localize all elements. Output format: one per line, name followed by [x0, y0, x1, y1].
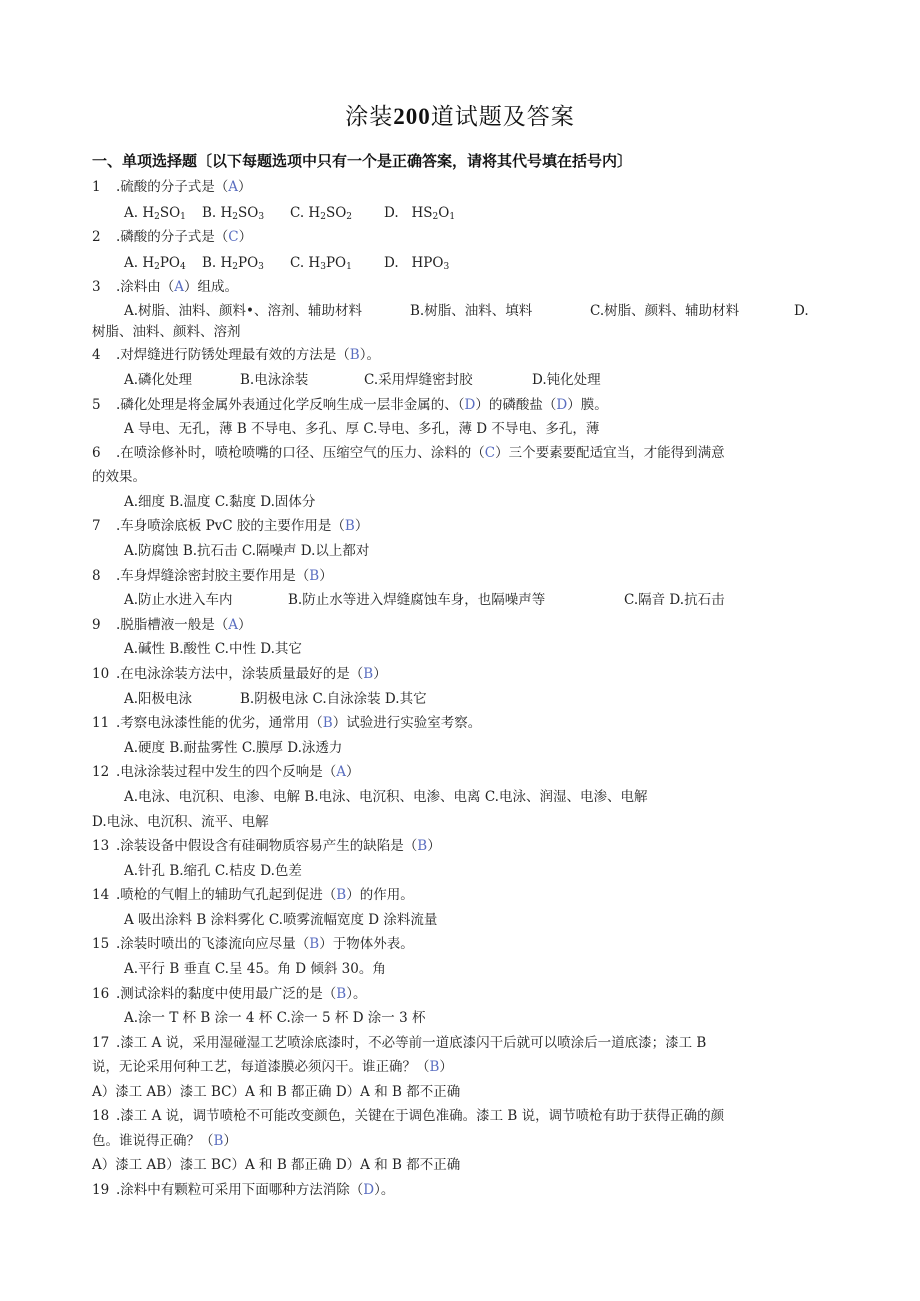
question-15 [92, 933, 414, 955]
question-number: 9 [92, 617, 101, 633]
options-3 [124, 300, 809, 322]
question-19 [92, 1179, 394, 1201]
question-text: ）的作用。 [346, 887, 414, 903]
option-a: A. $H_2PO_4$ [124, 255, 186, 272]
question-12 [92, 761, 360, 783]
answer-letter: A [228, 617, 239, 633]
option-a: A.磷化处理 [124, 372, 193, 388]
question-text: .在喷涂修补时，喷枪喷嘴的口径、压缩空气的压力、涂料的（ [116, 445, 485, 461]
question-text: ）的磷酸盐（ [475, 397, 557, 413]
question-text: ）。 [359, 347, 380, 363]
option-b: B.阴极电泳 C.自泳涂装 D.其它 [240, 691, 427, 707]
question-8 [92, 565, 333, 587]
option-d-continued: 树脂、油料、颜料、溶剂 [92, 324, 241, 340]
question-text: .涂装时喷出的飞漆流向应尽量（ [116, 936, 310, 952]
question-6 [92, 442, 725, 464]
answer-letter: D [464, 397, 476, 413]
question-text: ）试验进行实验室考察。 [332, 715, 482, 731]
question-text: .磷酸的分子式是（ [116, 229, 229, 245]
options-14: A 吸出涂料 B 涂料雾化 C.喷雾流幅宽度 D 涂料流量 [124, 912, 438, 928]
option-b: B. $H_2SO_3$ [202, 205, 265, 222]
question-14 [92, 884, 414, 906]
option-d: D.钝化处理 [532, 372, 601, 388]
title-pre: 涂装 [345, 104, 394, 130]
question-number: 14 [92, 887, 110, 903]
option-a: A.阳极电泳 [124, 691, 193, 707]
answer-letter: C [228, 229, 239, 245]
question-text: .车身喷涂底板 PvC 胶的主要作用是（ [116, 518, 345, 534]
title-post: 道试题及答案 [430, 104, 575, 130]
question-number: 8 [92, 568, 101, 584]
question-18-continued [92, 1130, 237, 1152]
options-1 [124, 202, 455, 228]
option-c: C.采用焊缝密封胶 [364, 372, 473, 388]
section-heading: 一、单项选择题〔以下每题选项中只有一个是正确答案，请将其代号填在括号内〕 [92, 152, 633, 170]
question-number: 1 [92, 179, 101, 195]
question-18 [92, 1105, 724, 1127]
question-number: 18 [92, 1108, 110, 1124]
question-text: ）组成。 [184, 279, 239, 295]
options-4 [124, 369, 601, 391]
question-number: 10 [92, 666, 110, 682]
answer-letter: B [309, 936, 320, 952]
question-text: .考察电泳漆性能的优劣，通常用（ [116, 715, 323, 731]
question-text: .对焊缝进行防锈处理最有效的方法是（ [116, 347, 350, 363]
answer-letter: B [417, 838, 428, 854]
question-4 [92, 344, 380, 366]
question-1 [92, 176, 252, 198]
options-17: A）漆工 AB）漆工 BC）A 和 B 都正确 D）A 和 B 都不正确 [92, 1084, 461, 1100]
question-17 [92, 1032, 706, 1054]
question-text: 说，无论采用何种工艺，每道漆膜必须闪干。谁正确？（ [92, 1059, 430, 1075]
question-text: .漆工 A 说，采用湿碰湿工艺喷涂底漆时，不必等前一道底漆闪干后就可以喷涂后一道底漆；漆工 B [116, 1035, 707, 1051]
question-text: .磷化处理是将金属外表通过化学反响生成一层非金属的、（ [116, 397, 465, 413]
question-text: ）。 [346, 986, 367, 1002]
answer-letter: D [363, 1182, 375, 1198]
option-b: B.防止水等进入焊缝腐蚀车身，也隔噪声等 [288, 592, 546, 608]
question-11 [92, 712, 481, 734]
answer-letter: C [484, 445, 496, 461]
question-text: .测试涂料的黏度中使用最广泛的是（ [116, 986, 337, 1002]
answer-letter: A [228, 179, 239, 195]
answer-letter: B [213, 1133, 224, 1149]
question-5 [92, 394, 608, 416]
question-number: 19 [92, 1182, 110, 1198]
question-number: 15 [92, 936, 110, 952]
question-text: ） [373, 666, 387, 682]
question-10 [92, 663, 387, 685]
question-text: 色。谁说得正确？（ [92, 1133, 214, 1149]
question-number: 16 [92, 986, 110, 1002]
question-7 [92, 515, 368, 537]
option-a: A. $H_2SO_1$ [124, 205, 186, 222]
answer-letter: B [363, 666, 374, 682]
question-text: .涂料由（ [116, 279, 175, 295]
question-13 [92, 835, 441, 857]
option-c: C.树脂、颜料、辅助材料 [590, 303, 740, 319]
question-number: 6 [92, 445, 101, 461]
answer-letter: A [336, 764, 347, 780]
question-number: 11 [92, 715, 110, 731]
options-13: A.针孔 B.缩孔 C.桔皮 D.色差 [124, 863, 302, 879]
answer-letter: A [174, 279, 185, 295]
options-9: A.碱性 B.酸性 C.中性 D.其它 [124, 641, 302, 657]
answer-letter: D [556, 397, 568, 413]
question-6-continued: 的效果。 [92, 469, 146, 485]
question-text: ）于物体外表。 [319, 936, 414, 952]
question-text: ） [238, 229, 253, 245]
question-text: ） [319, 568, 333, 584]
question-text: ）三个要素要配适宜当，才能得到满意 [495, 445, 725, 461]
options-5: A 导电、无孔，薄 B 不导电、多孔、厚 C.导电、多孔，薄 D 不导电、多孔，薄 [124, 421, 600, 437]
option-b: B.电泳涂装 [240, 372, 309, 388]
question-text: .漆工 A 说，调节喷枪不可能改变颜色，关键在于调色准确。漆工 B 说，调节喷枪有助于获得正确的颜 [116, 1108, 725, 1124]
options-8 [124, 589, 725, 611]
option-c: C. $H_3PO_1$ [290, 255, 352, 272]
question-3 [92, 276, 238, 298]
option-a: A.树脂、油料、颜料•、溶剂、辅助材料 [124, 303, 363, 319]
question-number: 5 [92, 397, 101, 413]
question-text: .车身焊缝涂密封胶主要作用是（ [116, 568, 310, 584]
option-b: B.树脂、油料、填料 [410, 303, 533, 319]
option-c: C. $H_2SO_2$ [290, 205, 353, 222]
question-9 [92, 614, 252, 636]
question-17-continued [92, 1056, 453, 1078]
options-7: A.防腐蚀 B.抗石击 C.隔噪声 D.以上都对 [124, 543, 370, 559]
options-12: A.电泳、电沉积、电渗、电解 B.电泳、电沉积、电渗、电离 C.电泳、润湿、电渗、电解 [124, 789, 648, 805]
question-number: 17 [92, 1035, 110, 1051]
question-text: .喷枪的气帽上的辅助气孔起到促进（ [116, 887, 337, 903]
options-2 [124, 252, 449, 278]
question-text: ） [238, 617, 252, 633]
question-text: ） [238, 179, 252, 195]
question-text: ）膜。 [567, 397, 608, 413]
question-number: 4 [92, 347, 101, 363]
question-text: ） [223, 1133, 237, 1149]
options-12-continued: D.电泳、电沉积、流平、电解 [92, 814, 269, 830]
option-d: D. $HS_2O_1$ [384, 205, 456, 222]
options-6: A.细度 B.温度 C.黏度 D.固体分 [124, 494, 316, 510]
question-text: ） [354, 518, 369, 534]
question-number: 2 [92, 229, 101, 245]
question-16 [92, 983, 366, 1005]
option-c: C.隔音 D.抗石击 [624, 592, 725, 608]
options-15: A.平行 B 垂直 C.呈 45。角 D 倾斜 30。角 [124, 961, 386, 977]
answer-letter: B [344, 518, 355, 534]
question-2 [92, 226, 252, 248]
question-number: 13 [92, 838, 110, 854]
question-text: .脱脂槽液一般是（ [116, 617, 229, 633]
options-16: A.涂一 T 杯 B 涂一 4 杯 C.涂一 5 杯 D 涂一 3 杯 [124, 1010, 426, 1026]
option-a: A.防止水进入车内 [124, 592, 233, 608]
question-text: .电泳涂装过程中发生的四个反响是（ [116, 764, 337, 780]
options-10 [124, 688, 427, 710]
question-number: 12 [92, 764, 110, 780]
question-text: .在电泳涂装方法中，涂装质量最好的是（ [116, 666, 364, 682]
question-number: 7 [92, 518, 101, 534]
title-number: 200 [393, 104, 431, 129]
answer-letter: B [429, 1059, 440, 1075]
answer-letter: B [336, 887, 347, 903]
page-title [0, 98, 920, 131]
question-text: ） [346, 764, 360, 780]
question-text: ） [427, 838, 441, 854]
option-b: B. $H_2PO_3$ [202, 255, 264, 272]
options-11: A.硬度 B.耐盐雾性 C.膜厚 D.泳透力 [124, 740, 343, 756]
question-text: .涂料中有颗粒可采用下面哪种方法消除（ [116, 1182, 364, 1198]
answer-letter: B [322, 715, 333, 731]
options-18: A）漆工 AB）漆工 BC）A 和 B 都正确 D）A 和 B 都不正确 [92, 1157, 461, 1173]
answer-letter: B [349, 347, 360, 363]
question-text: ）。 [374, 1182, 395, 1198]
option-d: D. $HPO_3$ [384, 255, 450, 272]
question-text: ） [439, 1059, 453, 1075]
answer-letter: B [336, 986, 347, 1002]
answer-letter: B [309, 568, 320, 584]
question-text: .硫酸的分子式是（ [116, 179, 229, 195]
question-number: 3 [92, 279, 101, 295]
question-text: .涂装设备中假设含有硅硐物质容易产生的缺陷是（ [116, 838, 418, 854]
option-d: D. [794, 303, 809, 319]
